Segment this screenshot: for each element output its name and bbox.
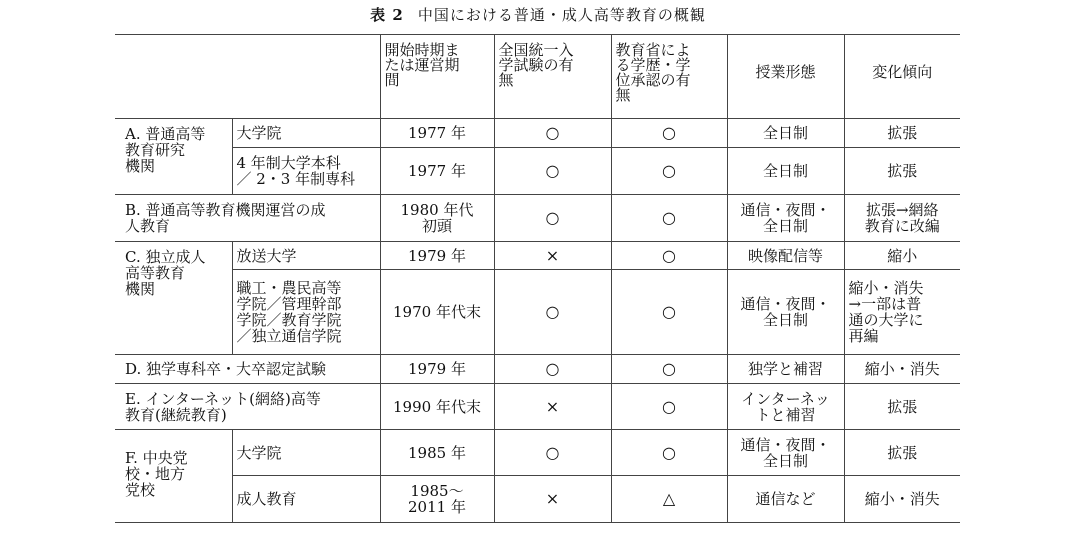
overview-table [115, 34, 960, 523]
table-row [115, 195, 960, 242]
row-f1-form: 通信・夜間・ 全日制 [727, 430, 844, 476]
row-a1-sub: 大学院 [232, 119, 380, 148]
row-f2-exam: × [494, 476, 611, 523]
row-d-form: 独学と補習 [727, 355, 844, 384]
row-c2-form: 通信・夜間・ 全日制 [727, 270, 844, 355]
row-f2-period: 1985～ 2011 年 [380, 476, 494, 523]
row-f2-recognition: △ [611, 476, 727, 523]
table-row [115, 242, 960, 270]
group-a-label: A. 普通高等 教育研究 機関 [115, 119, 232, 195]
row-b-recognition: ○ [611, 195, 727, 242]
row-f1-sub: 大学院 [232, 430, 380, 476]
table-row [115, 384, 960, 430]
row-c1-period: 1979 年 [380, 242, 494, 270]
row-e-exam: × [494, 384, 611, 430]
row-e-recognition: ○ [611, 384, 727, 430]
row-c1-trend: 縮小 [844, 242, 960, 270]
row-c2-trend: 縮小・消失 →一部は普 通の大学に 再編 [844, 270, 960, 355]
row-b-form: 通信・夜間・ 全日制 [727, 195, 844, 242]
row-d-exam: ○ [494, 355, 611, 384]
row-f2-form: 通信など [727, 476, 844, 523]
row-d-trend: 縮小・消失 [844, 355, 960, 384]
row-f1-recognition: ○ [611, 430, 727, 476]
row-f1-period: 1985 年 [380, 430, 494, 476]
header-trend: 変化傾向 [844, 35, 960, 119]
row-a1-form: 全日制 [727, 119, 844, 148]
table-row [115, 270, 960, 355]
row-b-period: 1980 年代 初頭 [380, 195, 494, 242]
row-f1-trend: 拡張 [844, 430, 960, 476]
table-row [115, 476, 960, 523]
row-b-trend: 拡張→網絡 教育に改編 [844, 195, 960, 242]
header-recognition: 教育省によ る学歴・学 位承認の有 無 [611, 35, 727, 119]
header-form: 授業形態 [727, 35, 844, 119]
row-c2-exam: ○ [494, 270, 611, 355]
group-d-label: D. 独学専科卒・大卒認定試験 [115, 355, 380, 384]
row-b-exam: ○ [494, 195, 611, 242]
table-row [115, 355, 960, 384]
header-exam: 全国統一入 学試験の有 無 [494, 35, 611, 119]
row-a1-trend: 拡張 [844, 119, 960, 148]
row-f2-trend: 縮小・消失 [844, 476, 960, 523]
row-c2-period: 1970 年代末 [380, 270, 494, 355]
table-caption [0, 4, 1076, 26]
row-d-recognition: ○ [611, 355, 727, 384]
group-f-label: F. 中央党 校・地方 党校 [115, 430, 232, 523]
row-c1-sub: 放送大学 [232, 242, 380, 270]
row-f2-sub: 成人教育 [232, 476, 380, 523]
group-b-label: B. 普通高等教育機関運営の成 人教育 [115, 195, 380, 242]
row-e-form: インターネッ トと補習 [727, 384, 844, 430]
group-c-label: C. 独立成人 高等教育 機関 [115, 242, 232, 355]
table-row [115, 148, 960, 195]
row-c2-recognition: ○ [611, 270, 727, 355]
row-c1-recognition: ○ [611, 242, 727, 270]
header-period: 開始時期ま たは運営期 間 [380, 35, 494, 119]
table-title: 中国における普通・成人高等教育の概観 [417, 6, 706, 24]
row-d-period: 1979 年 [380, 355, 494, 384]
row-e-period: 1990 年代末 [380, 384, 494, 430]
row-a2-form: 全日制 [727, 148, 844, 195]
row-c1-form: 映像配信等 [727, 242, 844, 270]
group-e-label: E. インターネット(網絡)高等 教育(継続教育) [115, 384, 380, 430]
row-a2-exam: ○ [494, 148, 611, 195]
row-a2-sub: 4 年制大学本科 ／ 2・3 年制専科 [232, 148, 380, 195]
header-blank [115, 35, 380, 119]
row-a1-period: 1977 年 [380, 119, 494, 148]
row-e-trend: 拡張 [844, 384, 960, 430]
table-number: 表 2 [370, 6, 404, 24]
row-a2-recognition: ○ [611, 148, 727, 195]
row-f1-exam: ○ [494, 430, 611, 476]
row-a2-trend: 拡張 [844, 148, 960, 195]
table-row [115, 430, 960, 476]
row-a1-exam: ○ [494, 119, 611, 148]
row-c2-sub: 職工・農民高等 学院／管理幹部 学院／教育学院 ／独立通信学院 [232, 270, 380, 355]
row-c1-exam: × [494, 242, 611, 270]
row-a1-recognition: ○ [611, 119, 727, 148]
header-row [115, 35, 960, 119]
table-row [115, 119, 960, 148]
row-a2-period: 1977 年 [380, 148, 494, 195]
